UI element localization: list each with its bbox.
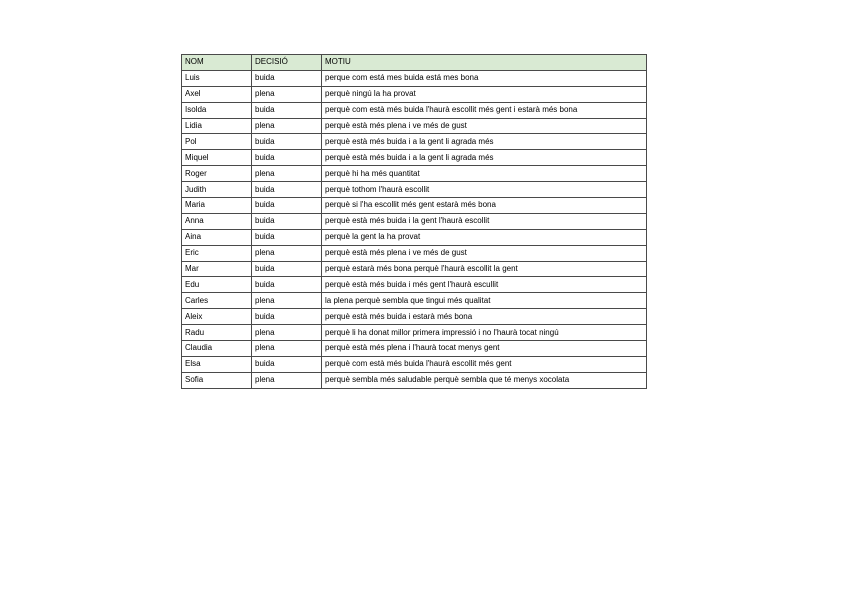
cell-motiu: perquè si l'ha escollit més gent estarà més bona (322, 198, 647, 214)
cell-nom: Isolda (182, 102, 252, 118)
cell-nom: Aleix (182, 309, 252, 325)
cell-nom: Eric (182, 245, 252, 261)
table-body (182, 70, 647, 388)
cell-nom: Lidia (182, 118, 252, 134)
cell-nom: Edu (182, 277, 252, 293)
cell-decisio: plena (252, 118, 322, 134)
cell-nom: Elsa (182, 356, 252, 372)
cell-motiu: perquè li ha donat millor primera impressió i no l'haurà tocat ningú (322, 325, 647, 341)
survey-table (181, 54, 647, 389)
table-row (182, 213, 647, 229)
cell-decisio: buida (252, 229, 322, 245)
cell-nom: Mar (182, 261, 252, 277)
table-row (182, 277, 647, 293)
cell-nom: Maria (182, 198, 252, 214)
cell-decisio: plena (252, 372, 322, 388)
cell-decisio: buida (252, 198, 322, 214)
cell-motiu: perquè com està més buida l'haurà escollit més gent i estarà més bona (322, 102, 647, 118)
cell-decisio: buida (252, 102, 322, 118)
cell-decisio: buida (252, 134, 322, 150)
table-row (182, 198, 647, 214)
cell-nom: Sofia (182, 372, 252, 388)
table-row (182, 70, 647, 86)
table-row (182, 118, 647, 134)
cell-decisio: plena (252, 341, 322, 357)
cell-decisio: plena (252, 293, 322, 309)
cell-motiu: perquè ningú la ha provat (322, 86, 647, 102)
table-row (182, 309, 647, 325)
cell-motiu: perquè està més buida i estarà més bona (322, 309, 647, 325)
cell-nom: Miquel (182, 150, 252, 166)
table-row (182, 372, 647, 388)
cell-decisio: plena (252, 166, 322, 182)
cell-motiu: perquè està més buida i més gent l'haurà escullit (322, 277, 647, 293)
cell-motiu: perque com está mes buida está mes bona (322, 70, 647, 86)
cell-decisio: plena (252, 245, 322, 261)
cell-nom: Axel (182, 86, 252, 102)
cell-motiu: la plena perquè sembla que tingui més qualitat (322, 293, 647, 309)
cell-nom: Anna (182, 213, 252, 229)
table-row (182, 86, 647, 102)
cell-nom: Judith (182, 182, 252, 198)
header-motiu: MOTIU (322, 55, 647, 71)
table-row (182, 293, 647, 309)
cell-decisio: buida (252, 150, 322, 166)
cell-motiu: perquè hi ha més quantitat (322, 166, 647, 182)
cell-motiu: perquè està més plena i ve més de gust (322, 245, 647, 261)
header-nom: NOM (182, 55, 252, 71)
cell-decisio: buida (252, 261, 322, 277)
cell-motiu: perquè està més plena i l'haurà tocat menys gent (322, 341, 647, 357)
cell-decisio: buida (252, 70, 322, 86)
table-row (182, 102, 647, 118)
cell-motiu: perquè la gent la ha provat (322, 229, 647, 245)
cell-nom: Roger (182, 166, 252, 182)
cell-nom: Carles (182, 293, 252, 309)
cell-decisio: buida (252, 309, 322, 325)
table-row (182, 325, 647, 341)
cell-decisio: plena (252, 86, 322, 102)
cell-motiu: perquè està més plena i ve més de gust (322, 118, 647, 134)
table-row (182, 134, 647, 150)
cell-motiu: perquè tothom l'haurà escollit (322, 182, 647, 198)
header-decisio: DECISIÓ (252, 55, 322, 71)
cell-nom: Claudia (182, 341, 252, 357)
cell-motiu: perquè està més buida i la gent l'haurà escollit (322, 213, 647, 229)
table-row (182, 341, 647, 357)
cell-decisio: buida (252, 182, 322, 198)
cell-nom: Aina (182, 229, 252, 245)
table-row (182, 261, 647, 277)
cell-decisio: buida (252, 277, 322, 293)
cell-motiu: perquè com està més buida l'haurà escollit més gent (322, 356, 647, 372)
cell-decisio: buida (252, 213, 322, 229)
table-row (182, 150, 647, 166)
cell-nom: Luis (182, 70, 252, 86)
cell-motiu: perquè està més buida i a la gent li agrada més (322, 150, 647, 166)
cell-decisio: plena (252, 325, 322, 341)
cell-nom: Radu (182, 325, 252, 341)
header-row (182, 55, 647, 71)
cell-decisio: buida (252, 356, 322, 372)
table-row (182, 356, 647, 372)
table-row (182, 245, 647, 261)
table-row (182, 166, 647, 182)
table-row (182, 229, 647, 245)
cell-nom: Pol (182, 134, 252, 150)
cell-motiu: perquè estarà més bona perquè l'haurà escollit la gent (322, 261, 647, 277)
cell-motiu: perquè sembla més saludable perquè sembla que té menys xocolata (322, 372, 647, 388)
table-row (182, 182, 647, 198)
cell-motiu: perquè està més buida i a la gent li agrada més (322, 134, 647, 150)
